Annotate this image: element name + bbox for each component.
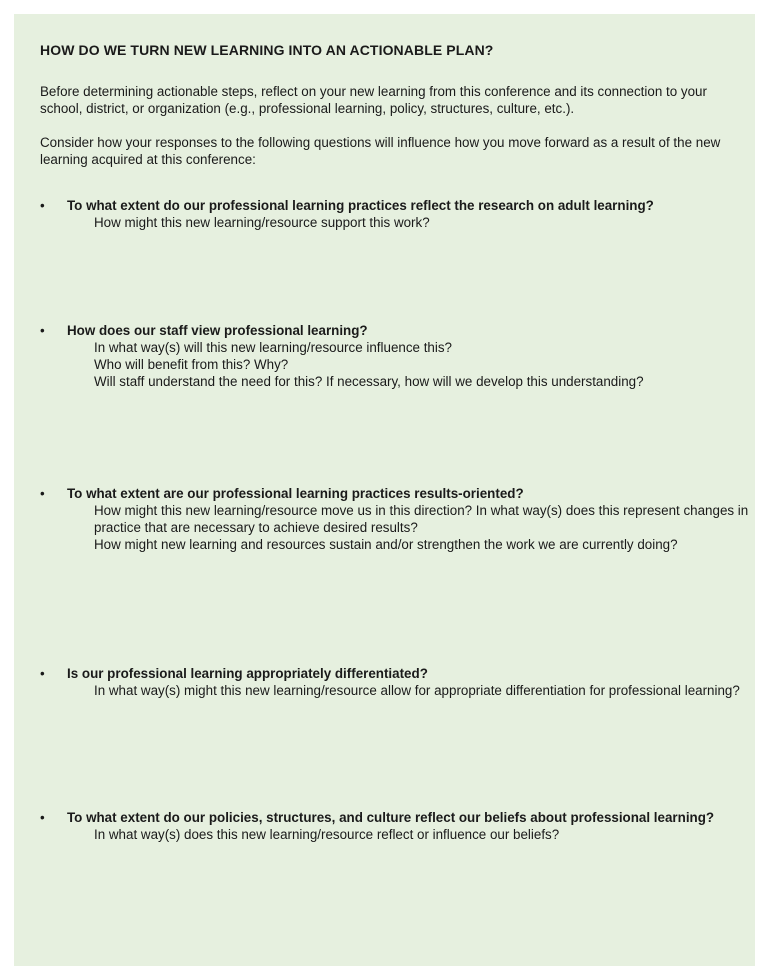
page-title: HOW DO WE TURN NEW LEARNING INTO AN ACTIONABLE PLAN?: [40, 42, 494, 58]
question-prompt: How might this new learning/resource support this work?: [94, 215, 430, 230]
question-heading: To what extent are our professional learning practices results-oriented?: [67, 486, 524, 501]
bullet-icon: •: [40, 198, 45, 213]
question-prompt: Will staff understand the need for this? If necessary, how will we develop this understanding?: [94, 374, 644, 389]
question-prompt: In what way(s) will this new learning/resource influence this?: [94, 340, 452, 355]
bullet-icon: •: [40, 810, 45, 825]
bullet-icon: •: [40, 486, 45, 501]
question-prompt: How might new learning and resources sustain and/or strengthen the work we are currently doing?: [94, 537, 678, 552]
question-heading: How does our staff view professional learning?: [67, 323, 368, 338]
question-item: [40, 485, 757, 553]
question-item: [40, 322, 757, 390]
question-heading: To what extent do our professional learning practices reflect the research on adult learning?: [67, 198, 654, 213]
question-item: [40, 665, 757, 699]
worksheet-panel: [14, 14, 755, 966]
question-prompt: In what way(s) does this new learning/resource reflect or influence our beliefs?: [94, 827, 560, 842]
intro-paragraph: Before determining actionable steps, reflect on your new learning from this conference and its connection to your school, district, or organization (e.g., professional learning, policy, structures, culture, etc.).: [40, 84, 707, 116]
question-item: [40, 197, 757, 231]
question-heading: Is our professional learning appropriately differentiated?: [67, 666, 428, 681]
question-prompt: Who will benefit from this? Why?: [94, 357, 289, 372]
question-item: [40, 809, 757, 843]
bullet-icon: •: [40, 323, 45, 338]
question-heading: To what extent do our policies, structures, and culture reflect our beliefs about professional learning?: [67, 810, 715, 825]
question-prompt: In what way(s) might this new learning/resource allow for appropriate differentiation for professional learning?: [94, 683, 740, 698]
consider-paragraph: Consider how your responses to the following questions will influence how you move forward as a result of the new learning acquired at this conference:: [40, 135, 721, 167]
bullet-icon: •: [40, 666, 45, 681]
question-prompt: How might this new learning/resource move us in this direction? In what way(s) does this represent changes in practice that are necessary to achieve desired results?: [94, 503, 749, 535]
